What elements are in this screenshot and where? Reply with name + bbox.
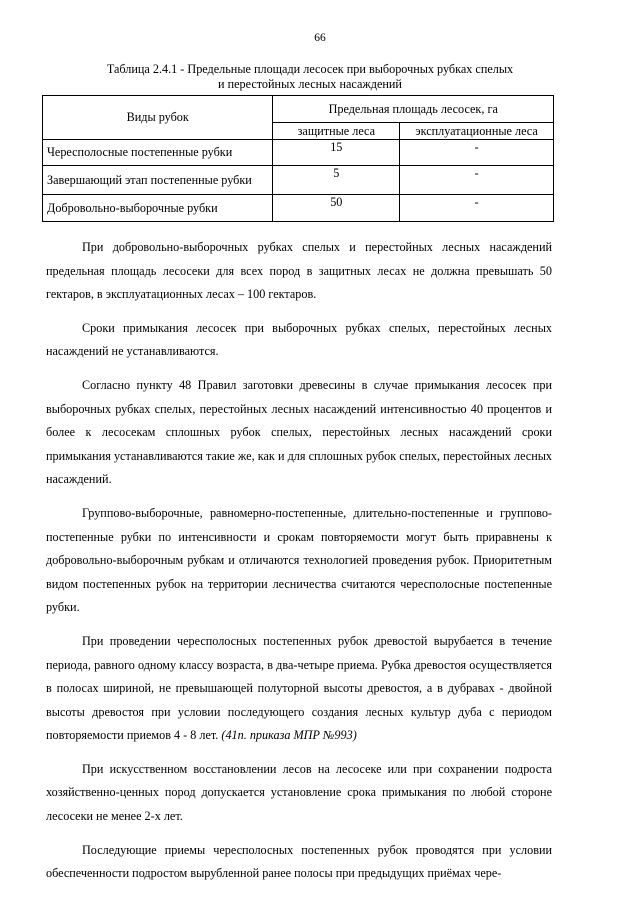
row-protective-value: 15: [273, 140, 400, 166]
row-kind: Чересполосные постепенные рубки: [43, 140, 273, 166]
table-caption: [60, 62, 560, 92]
table-caption-line-1: Таблица 2.4.1 - Предельные площади лесосек при выборочных рубках спелых: [106, 62, 514, 76]
body-text: [46, 236, 552, 896]
table-row: [43, 166, 554, 195]
legal-reference: (41п. приказа МПР №993): [221, 728, 357, 743]
paragraph-strip-logging-text: При проведении чересполосных постепенных рубок древостой вырубается в течение периода, равного одному классу возраста, в два-четыре приема. Рубка древостоя осуществляется в полосах шириной, не превышающей полуторной высоты древостоя, а в дубравах - двойной высоты древостоя при условии последующего создания лесных культур дуба с периодом повторяемости приемов 4 - 8 лет.: [46, 633, 552, 743]
paragraph-subsequent-stages: Последующие приемы чересполосных постепенных рубок проводятся при условии обеспеченности подростом вырубленной ранее полосы при предыдущих приёмах чере-: [46, 842, 552, 881]
table-row: [43, 140, 554, 166]
paragraph-selective-logging-area: При добровольно-выборочных рубках спелых и перестойных лесных насаждений предельная площадь лесосеки для всех пород в защитных лесах не должна превышать 50 гектаров, в эксплуатационных лесах – 100 гектаров.: [46, 240, 552, 302]
row-exploitation-value: -: [400, 166, 554, 195]
paragraph-adjacency-terms: Сроки примыкания лесосек при выборочных рубках спелых, перестойных лесных насаждений не устанавливаются.: [46, 320, 552, 359]
row-protective-value: 5: [273, 166, 400, 195]
logging-area-table: [42, 95, 554, 222]
page-number: 66: [314, 32, 326, 44]
paragraph-rule-48: Согласно пункту 48 Правил заготовки древесины в случае примыкания лесосек при выборочных рубках спелых, перестойных лесных насаждений интенсивностью 40 процентов и более к лесосекам сплошных рубок спелых, перестойных лесных насаждений сроки примыкания устанавливаются такие же, как и для сплошных рубок спелых, перестойных лесных насаждений.: [46, 377, 552, 487]
row-kind: Завершающий этап постепенные рубки: [43, 166, 273, 195]
header-kinds: Виды рубок: [43, 96, 273, 140]
table-row: [43, 195, 554, 222]
table-caption-line-2: и перестойных лесных насаждений: [218, 77, 402, 91]
row-exploitation-value: -: [400, 140, 554, 166]
paragraph-strip-logging: [46, 630, 552, 748]
subheader-protective: защитные леса: [273, 123, 400, 140]
row-protective-value: 50: [273, 195, 400, 222]
subheader-exploitation: эксплуатационные леса: [400, 123, 554, 140]
row-exploitation-value: -: [400, 195, 554, 222]
paragraph-artificial-restoration: При искусственном восстановлении лесов на лесосеке или при сохранении подроста хозяйственно-ценных пород допускается установление срока примыкания по любой стороне лесосеки не менее 2-х лет.: [46, 761, 552, 824]
paragraph-gradual-logging-types: Группово-выборочные, равномерно-постепенные, длительно-постепенные и группово-постепенные рубки по интенсивности и срокам повторяемости могут быть приравнены к добровольно-выборочным рубкам и отличаются технологией проведения рубок. Приоритетным видом постепенных рубок на территории лесничества считаются чересполосные постепенные рубки.: [46, 505, 552, 615]
header-max-area: Предельная площадь лесосек, га: [273, 96, 554, 123]
row-kind: Добровольно-выборочные рубки: [43, 195, 273, 222]
